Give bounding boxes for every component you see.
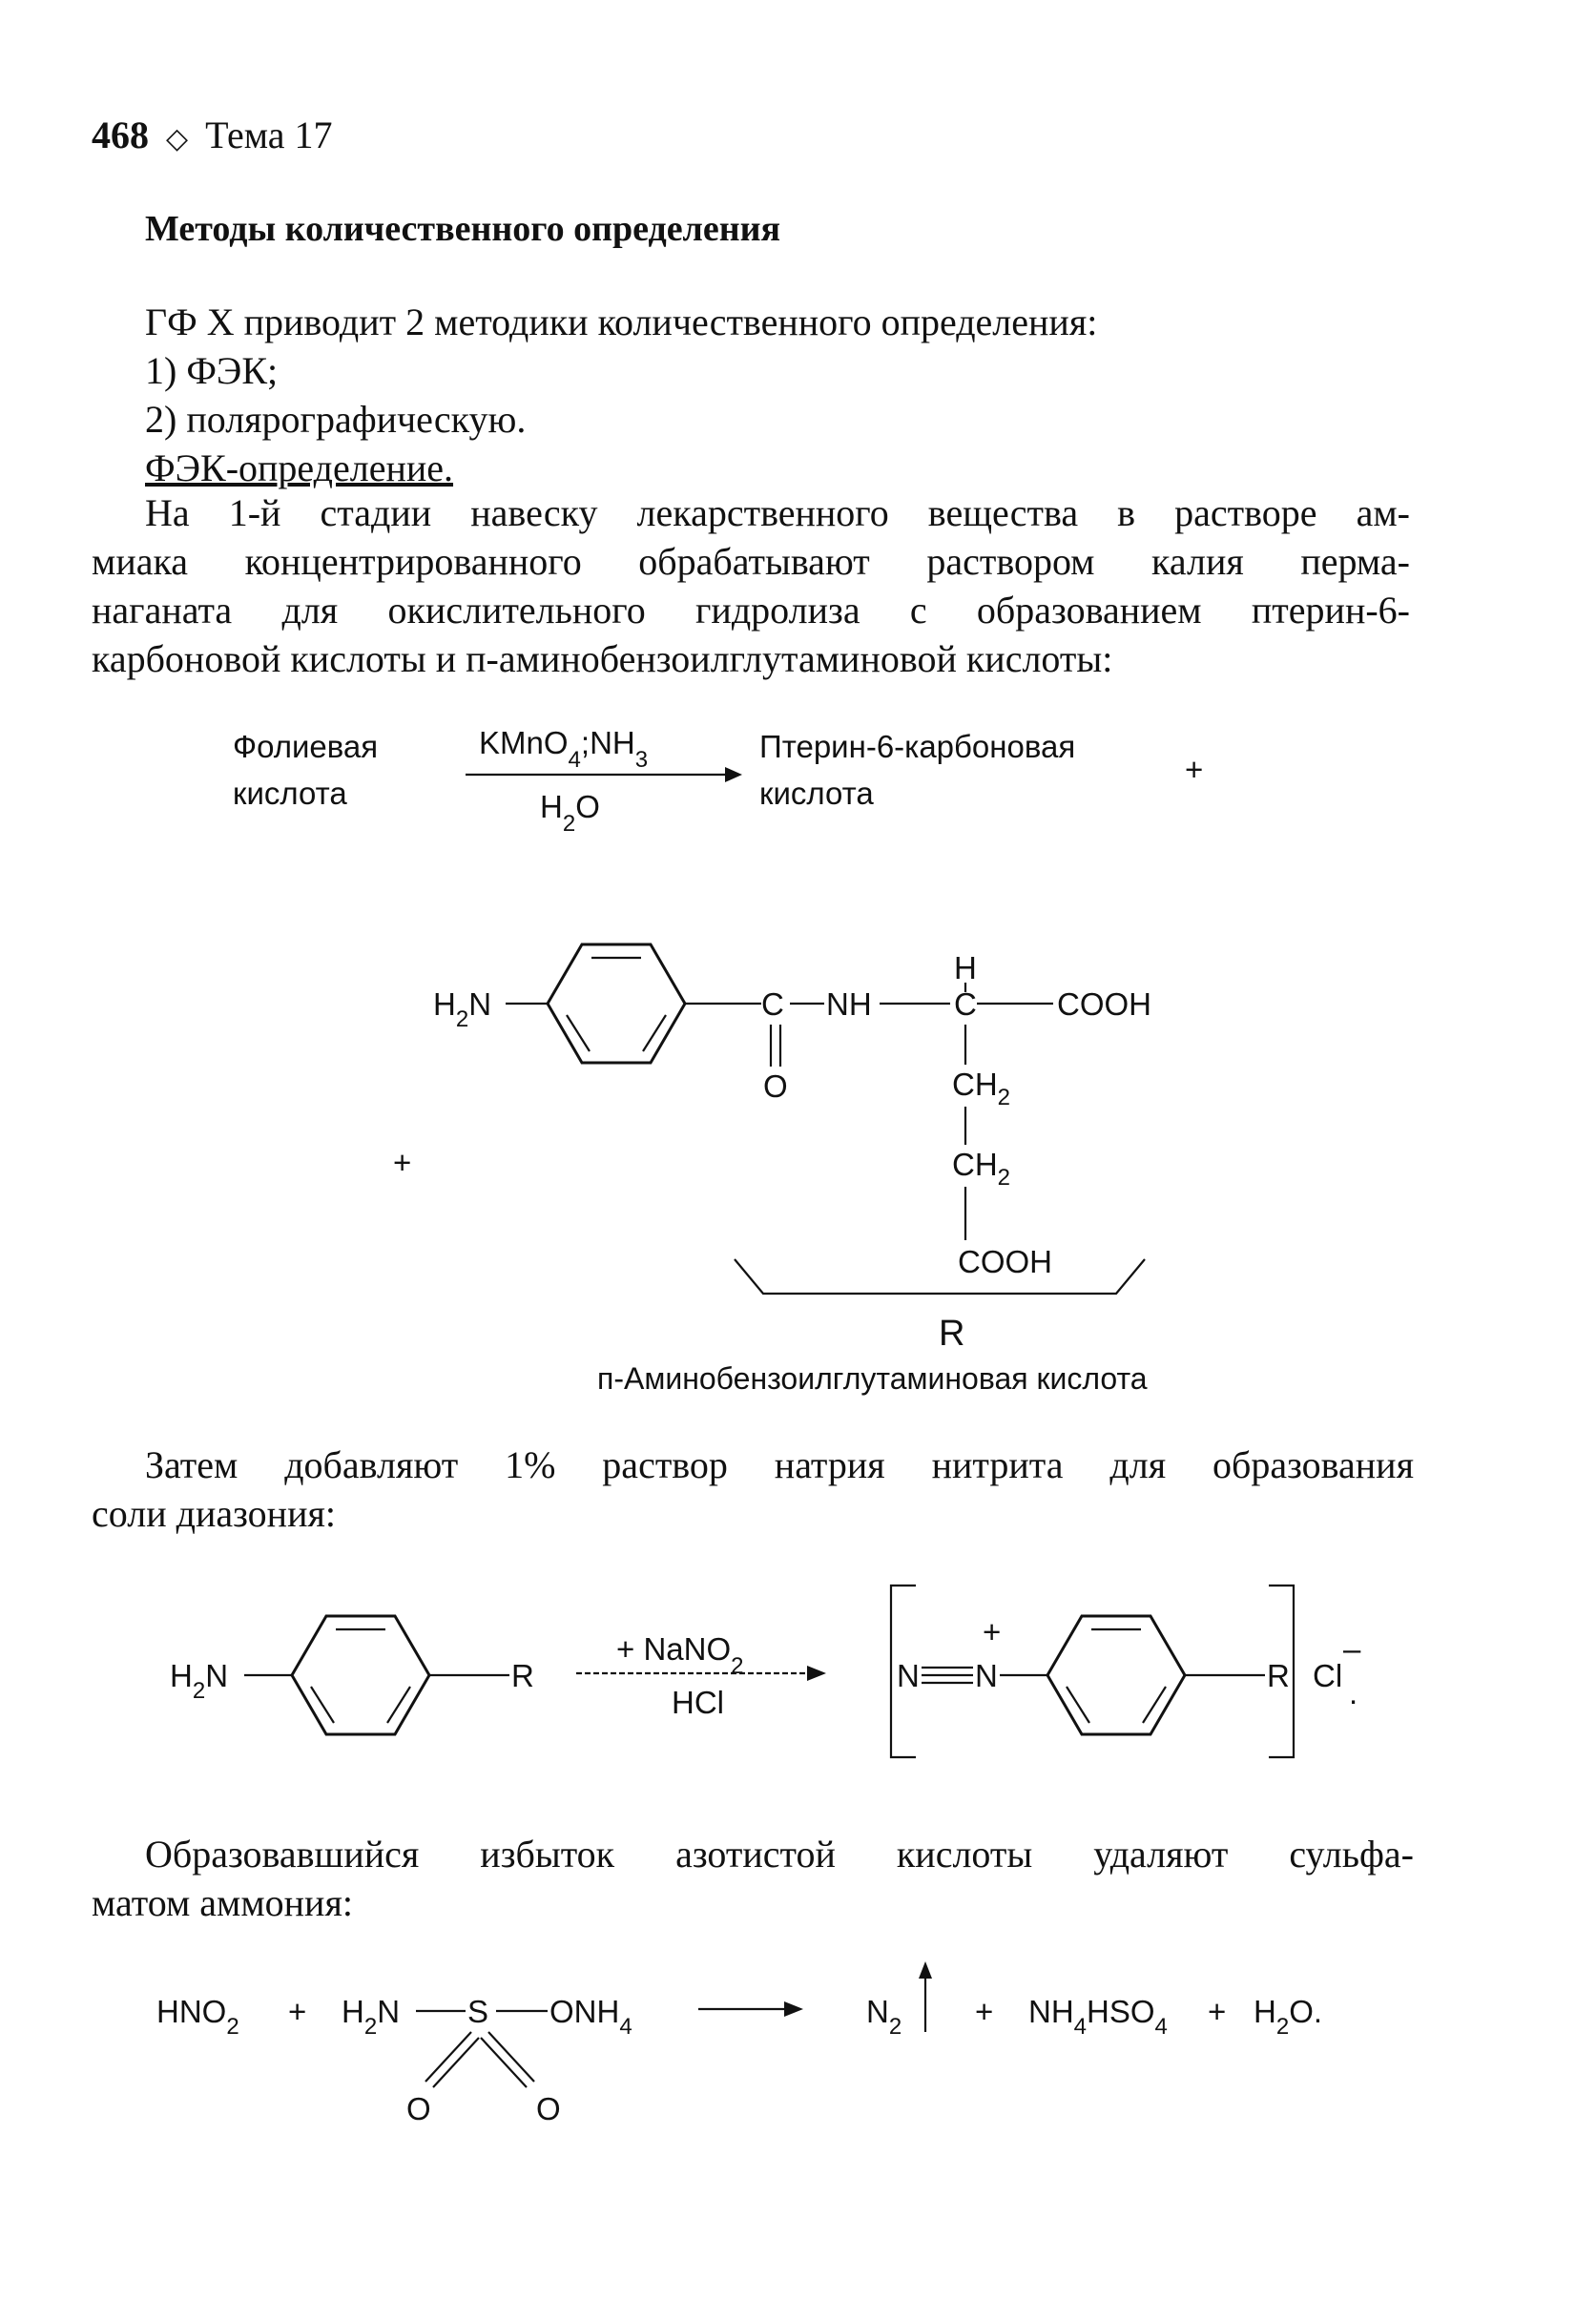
double-bond	[311, 1687, 334, 1723]
methylene-group: $CH_2$	[952, 1067, 1011, 1110]
paragraph-line: На 1-й стадии навеску лекарственного вещества в растворе ам-	[145, 491, 1410, 534]
alpha-hydrogen: H	[954, 950, 977, 985]
subheading: ФЭК-определение.	[145, 446, 454, 489]
carboxyl-group: COOH	[1057, 986, 1151, 1022]
amine-group: $H_2N$	[342, 1994, 401, 2040]
plus-sign: +	[288, 1994, 307, 2029]
double-bond	[1143, 1687, 1166, 1723]
nitrogen-gas: $N_2$	[866, 1994, 902, 2040]
sulfonyl-oxygen: O	[406, 2091, 431, 2126]
double-bond	[1067, 1687, 1089, 1723]
paragraph-line: карбоновой кислоты и п-аминобензоилглутаминовой кислоты:	[92, 637, 1113, 680]
page-number: 468	[92, 114, 149, 156]
benzene-ring	[1047, 1616, 1185, 1734]
paragraph-line: матом аммония:	[92, 1881, 353, 1924]
aminobenzoylglutamic-acid-structure	[393, 944, 1151, 1396]
plus-sign: +	[975, 1994, 994, 2029]
product-name: кислота	[759, 776, 874, 811]
reactant-name: кислота	[233, 776, 347, 811]
double-bond	[481, 2038, 527, 2087]
double-bond	[425, 2032, 471, 2082]
arrow-head-icon	[784, 2001, 803, 2017]
reagent-nitrite: + NaNO$_2$	[616, 1631, 744, 1679]
period: .	[1349, 1675, 1358, 1710]
positive-charge: +	[983, 1614, 1002, 1649]
plus-sign: +	[1185, 752, 1204, 787]
paragraph-line: наганата для окислительного гидролиза с образованием птерин-6-	[92, 589, 1410, 632]
paragraph-line: миака концентрированного обрабатывают раствором калия перма-	[92, 540, 1410, 583]
reaction-diazotization	[170, 1586, 1361, 1757]
nitrous-acid: $HNO_2$	[156, 1994, 239, 2040]
diazo-nitrogen: N	[975, 1658, 998, 1693]
reagent-water: $H_2O$	[540, 789, 600, 837]
carbonyl-oxygen: O	[763, 1068, 788, 1104]
carbonyl-carbon: C	[761, 986, 784, 1022]
negative-charge: –	[1343, 1631, 1361, 1667]
plus-sign: +	[393, 1145, 412, 1180]
reaction-folic-acid-oxidation	[233, 725, 1203, 837]
r-group: R	[1267, 1658, 1290, 1693]
r-group: R	[511, 1658, 534, 1693]
method-item-2: 2) полярографическую.	[145, 398, 527, 441]
structure-caption: п-Аминобензоилглутаминовая кислота	[597, 1361, 1148, 1396]
method-item-1: 1) ФЭК;	[145, 349, 279, 392]
product-name: Птерин-6-карбоновая	[759, 729, 1076, 764]
paragraph-line: Образовавшийся избыток азотистой кислоты удаляют сульфа-	[145, 1833, 1414, 1876]
amine-group: $H_2N$	[170, 1658, 229, 1704]
methylene-group: $CH_2$	[952, 1147, 1011, 1191]
reagent-kmno4: $KMnO_4;NH_3$	[479, 725, 649, 773]
amine-group: $H_2N$	[433, 986, 492, 1032]
diazo-nitrogen: N	[897, 1658, 920, 1693]
double-bond	[433, 2038, 479, 2087]
double-bond	[387, 1687, 410, 1723]
ammonium-bisulfate: $NH_4HSO_4$	[1028, 1994, 1168, 2040]
r-group-label: R	[939, 1314, 965, 1354]
arrow-head-icon	[725, 767, 742, 782]
carboxyl-group: COOH	[958, 1244, 1052, 1279]
chloride-anion: Cl	[1313, 1658, 1343, 1693]
benzene-ring	[548, 944, 685, 1063]
amide-nh: NH	[826, 986, 872, 1022]
up-arrow-icon	[919, 1961, 932, 1979]
reaction-sulfamate	[156, 1961, 1322, 2126]
paragraph-line: Затем добавляют 1% раствор натрия нитрита для образования	[145, 1443, 1414, 1486]
arrow-head-icon	[807, 1666, 826, 1681]
plus-sign: +	[1208, 1994, 1227, 2029]
paragraph-line: соли диазония:	[92, 1492, 336, 1535]
reagent-acid: HCl	[672, 1685, 724, 1720]
water: $H_2O$.	[1254, 1994, 1323, 2040]
reactant-name: Фолиевая	[233, 729, 379, 764]
intro-line: ГФ X приводит 2 методики количественного определения:	[145, 301, 1098, 343]
benzene-ring	[292, 1616, 429, 1734]
sulfur-atom: S	[467, 1994, 489, 2029]
topic-label: Тема 17	[205, 114, 333, 156]
ammonium-oxy-group: $ONH_4$	[549, 1994, 632, 2040]
double-bond	[643, 1015, 666, 1051]
sulfonyl-oxygen: O	[536, 2091, 561, 2126]
alpha-carbon: C	[954, 986, 977, 1022]
double-bond	[488, 2032, 534, 2082]
r-group-bracket	[735, 1259, 1145, 1294]
double-bond	[567, 1015, 590, 1051]
section-title: Методы количественного определения	[145, 209, 781, 249]
diamond-icon: ◇	[166, 122, 189, 155]
